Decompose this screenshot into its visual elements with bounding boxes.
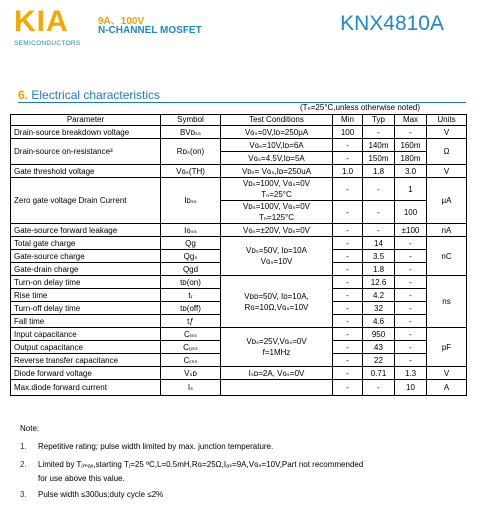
max-cell: - [395, 126, 427, 139]
note-index: 1. [20, 442, 27, 451]
param-cell: Turn-on delay time [11, 276, 161, 289]
typ-cell: 12.6 [363, 276, 395, 289]
table-conditions: (Tₙ=25°C,unless otherwise noted) [300, 103, 420, 112]
min-cell: - [333, 341, 363, 354]
max-cell: 3.0 [395, 165, 427, 178]
table-row [11, 126, 467, 139]
col-header: Symbol [161, 115, 221, 126]
note-text: Repetitive rating; pulse width limited by max. junction temperature. [38, 442, 274, 451]
part-number: KNX4810A [340, 12, 444, 35]
max-cell: 1 [395, 178, 427, 201]
max-cell: ±100 [395, 224, 427, 237]
symbol-cell: tᵣ [161, 289, 221, 302]
symbol-cell: Iᴅₛₛ [161, 178, 221, 224]
cond-line: Tₙ=25°C [261, 190, 292, 199]
cond-line: Vᴅᴅ=50V, Iᴅ=10A, [244, 291, 309, 301]
device-type: N-CHANNEL MOSFET [98, 25, 202, 36]
table-row [11, 165, 467, 178]
cond-cell [221, 276, 333, 328]
symbol-cell: Qɡ [161, 237, 221, 250]
min-cell: - [333, 367, 363, 380]
cond-line: Tₙ=125°C [258, 213, 295, 222]
cond-cell [221, 178, 333, 201]
cond-cell [221, 328, 333, 367]
cond-cell: Vɢₛ=10V,Iᴅ=6A [221, 139, 333, 152]
symbol-cell: Cₒₛₛ [161, 341, 221, 354]
table-row [11, 328, 467, 341]
unit-cell: μA [427, 178, 467, 224]
cond-line: Rɢ=10Ω,Vɢₛ=10V [244, 302, 309, 312]
max-cell: - [395, 315, 427, 328]
param-cell: Gate threshold voltage [11, 165, 161, 178]
max-cell: - [395, 250, 427, 263]
table-row [11, 380, 467, 396]
typ-cell: 3.5 [363, 250, 395, 263]
cond-line: f=1MHz [262, 348, 291, 357]
typ-cell: 14 [363, 237, 395, 250]
max-cell: - [395, 263, 427, 276]
max-cell: - [395, 276, 427, 289]
cond-cell [221, 380, 333, 396]
typ-cell: - [363, 178, 395, 201]
note-text: for use above this value. [38, 474, 125, 483]
typ-cell: - [363, 201, 395, 224]
param-cell: Total gate charge [11, 237, 161, 250]
note-text: Limited by Tⱼₘₐₓ,starting Tⱼ=25 ºC,L=0.5mH,Rɢ=25Ω,Iₐₛ=9A,Vɢₛ=10V,Part not recommended [38, 460, 364, 469]
unit-cell: Ω [427, 139, 467, 165]
unit-cell: pF [427, 328, 467, 367]
unit-cell: ns [427, 276, 467, 328]
page-header [0, 0, 480, 56]
section-number: 6. [18, 88, 29, 102]
max-cell: - [395, 237, 427, 250]
note-item [20, 460, 363, 469]
col-header: Units [427, 115, 467, 126]
param-cell: Drain-source breakdown voltage [11, 126, 161, 139]
cond-cell: Vᴅₛ= Vɢₛ,Iᴅ=250uA [221, 165, 333, 178]
cond-cell [221, 201, 333, 224]
min-cell: - [333, 315, 363, 328]
max-cell: 180m [395, 152, 427, 165]
section-title-text: Electrical characteristics [31, 88, 161, 102]
param-cell: Drain-source on-resistance³ [11, 139, 161, 165]
cond-line: Vᴅₛ=50V, Iᴅ=10A [246, 246, 307, 255]
typ-cell: 1.8 [363, 263, 395, 276]
typ-cell: 1.8 [363, 165, 395, 178]
max-cell: - [395, 354, 427, 367]
unit-cell: V [427, 165, 467, 178]
min-cell: - [333, 224, 363, 237]
table-row [11, 276, 467, 289]
cond-cell: Iₛᴅ=2A, Vɢₛ=0V [221, 367, 333, 380]
typ-cell: 4.2 [363, 289, 395, 302]
typ-cell: - [363, 126, 395, 139]
param-cell: Fall time [11, 315, 161, 328]
max-cell: - [395, 328, 427, 341]
min-cell: 100 [333, 126, 363, 139]
min-cell: - [333, 354, 363, 367]
cond-cell: Vɢₛ=0V,Iᴅ=250μA [221, 126, 333, 139]
param-cell: Max.diode forward current [11, 380, 161, 396]
param-cell: Diode forward voltage [11, 367, 161, 380]
min-cell: - [333, 237, 363, 250]
table-header-row [11, 115, 467, 126]
symbol-cell: Vɢₛ(TH) [161, 165, 221, 178]
min-cell: - [333, 201, 363, 224]
typ-cell: - [363, 380, 395, 396]
symbol-cell: tᴅ(on) [161, 276, 221, 289]
param-cell: Gate-source forward leakage [11, 224, 161, 237]
param-cell: Reverse transfer capacitance [11, 354, 161, 367]
typ-cell: 4.6 [363, 315, 395, 328]
max-cell: 10 [395, 380, 427, 396]
notes-title: Note: [20, 424, 40, 433]
min-cell: - [333, 276, 363, 289]
symbol-cell: Iₛ [161, 380, 221, 396]
note-item [20, 442, 273, 451]
unit-cell: V [427, 367, 467, 380]
col-header: Test Conditions [221, 115, 333, 126]
cond-line: Vᴅₛ=100V, Vɢₛ=0V [242, 202, 311, 211]
param-cell: Turn-off delay time [11, 302, 161, 315]
typ-cell: 22 [363, 354, 395, 367]
unit-cell: nC [427, 237, 467, 276]
note-item [20, 474, 125, 483]
table-row [11, 178, 467, 201]
note-index: 2. [20, 460, 27, 469]
typ-cell: 140m [363, 139, 395, 152]
symbol-cell: Vₛᴅ [161, 367, 221, 380]
symbol-cell: Qɡₛ [161, 250, 221, 263]
min-cell: - [333, 380, 363, 396]
max-cell: - [395, 341, 427, 354]
min-cell: - [333, 328, 363, 341]
typ-cell: 43 [363, 341, 395, 354]
symbol-cell: BVᴅₛₛ [161, 126, 221, 139]
typ-cell: 32 [363, 302, 395, 315]
max-cell: - [395, 289, 427, 302]
cond-cell: Vɢₛ=±20V, Vᴅₛ=0V [221, 224, 333, 237]
unit-cell: V [427, 126, 467, 139]
max-cell: 1.3 [395, 367, 427, 380]
symbol-cell: tᴅ(off) [161, 302, 221, 315]
logo-subtitle: SEMICONDUCTORS [14, 40, 81, 47]
min-cell: - [333, 250, 363, 263]
max-cell: 100 [395, 201, 427, 224]
unit-cell: nA [427, 224, 467, 237]
param-cell: Rise time [11, 289, 161, 302]
min-cell: - [333, 263, 363, 276]
min-cell: - [333, 289, 363, 302]
table-row [11, 237, 467, 250]
note-item [20, 490, 163, 499]
cond-cell: Vɢₛ=4.5V,Iᴅ=5A [221, 152, 333, 165]
typ-cell: 150m [363, 152, 395, 165]
cond-line: Vᴅₛ=100V, Vɢₛ=0V [242, 179, 311, 188]
param-cell: Output capacitance [11, 341, 161, 354]
symbol-cell: Cᵢₛₛ [161, 328, 221, 341]
min-cell: - [333, 302, 363, 315]
section-title [18, 88, 160, 102]
param-cell: Zero gate voltage Drain Current [11, 178, 161, 224]
cond-line: Vᴅₛ=25V,Vɢₛ=0V [246, 337, 307, 346]
max-cell: - [395, 302, 427, 315]
symbol-cell: Iɢₛₛ [161, 224, 221, 237]
kia-logo: KIA [14, 5, 69, 38]
max-cell: 160m [395, 139, 427, 152]
param-cell: Gate-source charge [11, 250, 161, 263]
param-cell: Gate-drain charge [11, 263, 161, 276]
device-spec: 9A、100V [98, 16, 145, 27]
typ-cell: 0.71 [363, 367, 395, 380]
min-cell: - [333, 139, 363, 152]
param-cell: Input capacitance [11, 328, 161, 341]
col-header: Min [333, 115, 363, 126]
symbol-cell: Cᵣₛₛ [161, 354, 221, 367]
note-text: Pulse width ≤300us;duty cycle ≤2% [38, 490, 164, 499]
symbol-cell: Qɡd [161, 263, 221, 276]
col-header: Parameter [11, 115, 161, 126]
table-row [11, 139, 467, 152]
table-row [11, 367, 467, 380]
cond-cell [221, 237, 333, 276]
col-header: Typ [363, 115, 395, 126]
typ-cell: 950 [363, 328, 395, 341]
min-cell: - [333, 178, 363, 201]
typ-cell: - [363, 224, 395, 237]
min-cell: - [333, 152, 363, 165]
table-row [11, 224, 467, 237]
symbol-cell: Rᴅₛ(on) [161, 139, 221, 165]
col-header: Max [395, 115, 427, 126]
electrical-characteristics-table [10, 114, 467, 396]
symbol-cell: tƒ [161, 315, 221, 328]
note-index: 3. [20, 490, 27, 499]
unit-cell: A [427, 380, 467, 396]
min-cell: 1.0 [333, 165, 363, 178]
cond-line: Vɢₛ=10V [260, 257, 293, 266]
